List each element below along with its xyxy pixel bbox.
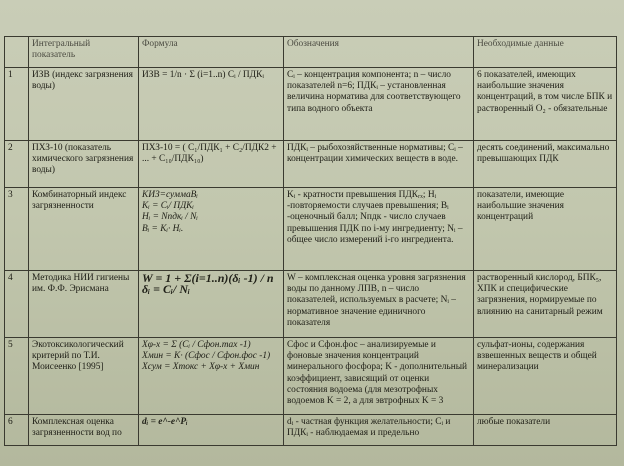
formula-cell: ИЗВ = 1/n · Σ (i=1..n) Cᵢ / ПДКᵢ xyxy=(139,68,284,141)
indicator-name: Комбинаторный индекс загрязненности xyxy=(29,188,139,271)
table-row xyxy=(5,415,617,446)
table-header-row xyxy=(5,37,617,68)
notation-cell: Kᵢ - кратности превышения ПДКᵣₓ; Hᵢ -повторяемости случаев превышения; Bᵢ -оценочный балл; Nпдк - число случаев превышения ПДК по i-му ингредиенту; Nᵢ – общее число измерений i-го ингредиента. xyxy=(284,188,474,271)
data-needed-cell: десять соединений, максимально превышающих ПДК xyxy=(474,141,617,188)
formula-cell: ПХЗ-10 = ( C₁/ПДК₁ + C₂/ПДК2 + ... + C₁₀/ПДК₁₀) xyxy=(139,141,284,188)
formula-text: Xφ-х = Σ (Cᵢ / Cфон.max -1) Xмин = K· (Cфос / Cфон.фос -1) Xсум = Xтокс + Xφ-х + Xмин xyxy=(142,340,271,373)
data-needed-cell: любые показатели xyxy=(474,415,617,446)
row-number: 2 xyxy=(5,141,29,188)
row-number: 4 xyxy=(5,271,29,338)
table-row xyxy=(5,188,617,271)
table-row xyxy=(5,141,617,188)
table-row xyxy=(5,68,617,141)
indicator-name: ПХЗ-10 (показатель химического загрязнения воды) xyxy=(29,141,139,188)
formula-cell xyxy=(139,188,284,271)
indicator-name: Комплексная оценка загрязненности вод по xyxy=(29,415,139,446)
data-needed-cell: сульфат-ионы, содержания взвешенных веществ и общей минерализации xyxy=(474,338,617,415)
header-formula: Формула xyxy=(139,37,284,68)
notation-cell: Cфос и Cфон.фос – анализируемые и фоновые значения концентраций минерального фосфора; K - дополнительный коэффициент, зависящий от оценки состояния водоема (для мезотрофных водоемов K = 2, а для эвтрофных K = 3 xyxy=(284,338,474,415)
formula-cell xyxy=(139,271,284,338)
data-needed-cell: показатели, имеющие наибольшие значения концентраций xyxy=(474,188,617,271)
notation-cell: ПДКᵢ – рыбохозяйственные нормативы; Cᵢ – концентрации химических веществ в воде. xyxy=(284,141,474,188)
formula-text: W = 1 + Σ(i=1..n)(δᵢ -1) / n δᵢ = Cᵢ/ Nᵢ xyxy=(142,271,274,297)
row-number: 6 xyxy=(5,415,29,446)
header-num xyxy=(5,37,29,68)
header-data-needed: Необходимые данные xyxy=(474,37,617,68)
notation-cell: Cᵢ – концентрация компонента; n – число показателей n=6; ПДКᵢ – установленная величина норматива для соответствующего типа водного объекта xyxy=(284,68,474,141)
formula-cell: dᵢ = e^-e^Pᵢ xyxy=(139,415,284,446)
formula-text: КИЗ=суммаBᵢ Kᵢ = Cᵢ/ ПДКᵢ Hᵢ = Nпдкᵢ / Nᵢ Bᵢ = Kᵢ· Hᵢ. xyxy=(142,190,198,234)
indicator-name: Методика НИИ гигиены им. Ф.Ф. Эрисмана xyxy=(29,271,139,338)
notation-cell: dᵢ - частная функция желательности; Cᵢ и ПДКᵢ - наблюдаемая и предельно xyxy=(284,415,474,446)
indicator-name: Экотоксикологический критерий по Т.И. Моисеенко [1995] xyxy=(29,338,139,415)
header-indicator: Интегральный показатель xyxy=(29,37,139,68)
formula-cell xyxy=(139,338,284,415)
header-notation: Обозначения xyxy=(284,37,474,68)
notation-cell: W – комплексная оценка уровня загрязнения воды по данному ЛПВ, n – число показателей, используемых в расчете; Nᵢ – нормативное значение единичного показателя xyxy=(284,271,474,338)
table-row xyxy=(5,338,617,415)
data-needed-cell: растворенный кислород, БПК₅, ХПК и специфические загрязнения, нормируемые по влиянию на санитарный режим xyxy=(474,271,617,338)
data-needed-cell: 6 показателей, имеющих наибольшие значения концентраций, в том числе БПК и растворенный O₂ - обязательные xyxy=(474,68,617,141)
indicator-name: ИЗВ (индекс загрязнения воды) xyxy=(29,68,139,141)
row-number: 1 xyxy=(5,68,29,141)
indices-table xyxy=(4,36,617,446)
row-number: 3 xyxy=(5,188,29,271)
row-number: 5 xyxy=(5,338,29,415)
table-row xyxy=(5,271,617,338)
